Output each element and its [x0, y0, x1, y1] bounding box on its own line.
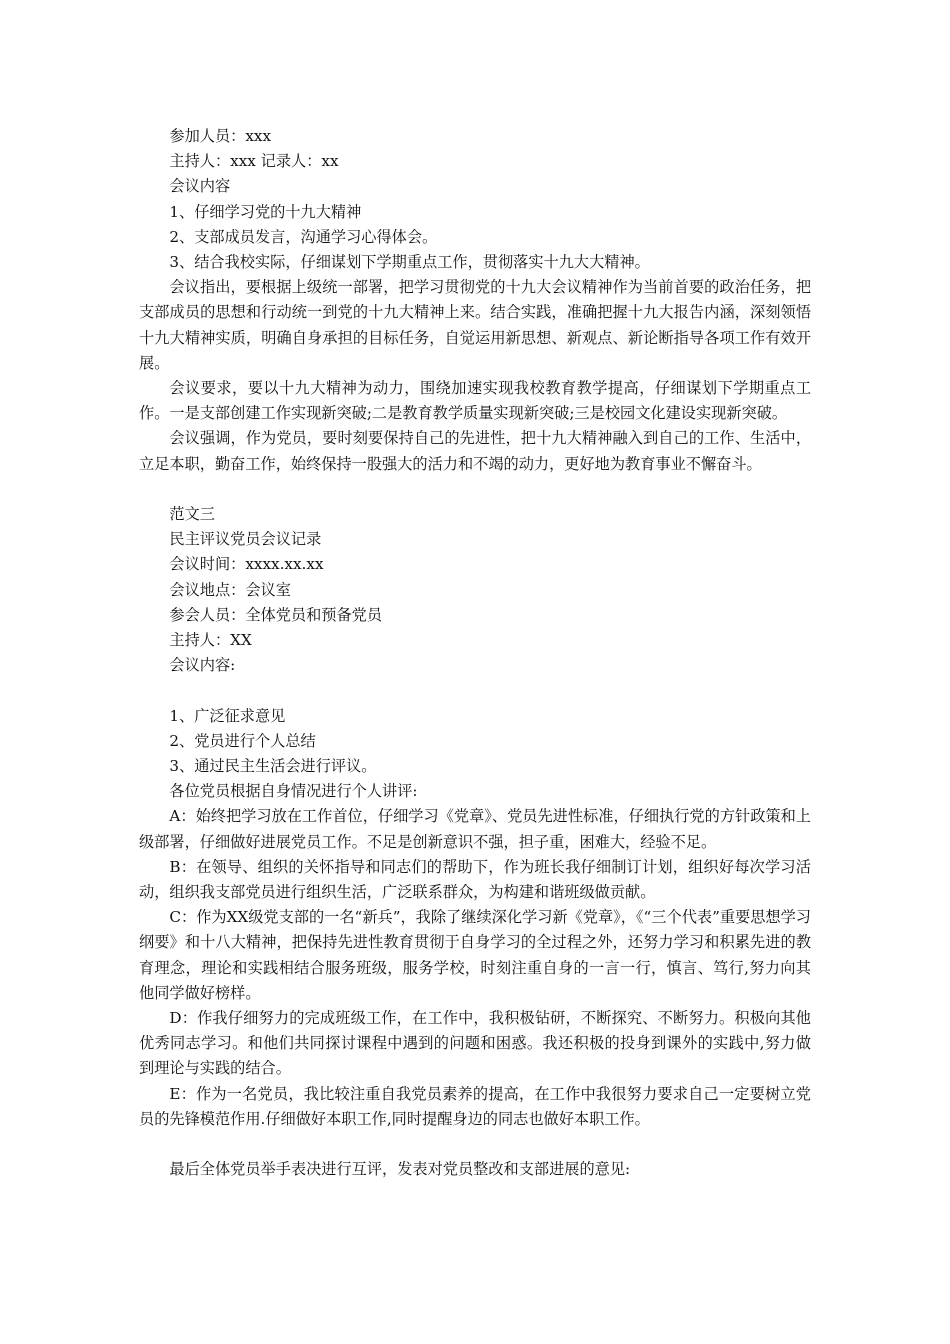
- meeting-place: 会议地点：会议室: [169, 580, 291, 599]
- speech-paragraph: C：作为XX级党支部的一名“新兵”，我除了继续深化学习新《党章》，《“三个代表”重要思想学习纲要》和十八大精神，把保持先进性教育贯彻于自身学习的全过程之外，还努力学习和积累先进的教育理念，理论和实践相结合服务班级，服务学校，时刻注重自身的一言一行，慎言、笃行,努力向其他同学做好榜样。: [139, 908, 811, 1002]
- list-item: 1、广泛征求意见: [169, 706, 286, 725]
- document-body: [139, 124, 811, 1182]
- body-paragraph: 会议要求，要以十九大精神为动力，围绕加速实现我校教育教学提高，仔细谋划下学期重点工作。一是支部创建工作实现新突破;二是教育教学质量实现新突破;三是校园文化建设实现新突破。: [139, 379, 811, 423]
- section-label: 范文三: [169, 505, 215, 524]
- spacer: [139, 678, 811, 703]
- host-recorder-line: 主持人：xxx 记录人：xx: [169, 152, 339, 171]
- list-item: 2、支部成员发言，沟通学习心得体会。: [169, 227, 438, 246]
- speech-paragraph: B：在领导、组织的关怀指导和同志们的帮助下，作为班长我仔细制订计划，组织好每次学习活动，组织我支部党员进行组织生活，广泛联系群众，为构建和谐班级做贡献。: [139, 857, 811, 902]
- speech-paragraph: E：作为一名党员，我比较注重自我党员素养的提高，在工作中我很努力要求自己一定要树立党员的先锋模范作用.仔细做好本职工作,同时提醒身边的同志也做好本职工作。: [139, 1084, 811, 1128]
- content-heading: 会议内容:: [169, 656, 236, 675]
- list-item: 3、结合我校实际，仔细谋划下学期重点工作，贯彻落实十九大大精神。: [169, 253, 650, 272]
- meeting-host: 主持人：XX: [169, 631, 252, 650]
- closing-line: 最后全体党员举手表决进行互评，发表对党员整改和支部进展的意见:: [169, 1160, 631, 1179]
- body-paragraph: 会议强调，作为党员，要时刻要保持自己的先进性，把十九大精神融入到自己的工作、生活中，立足本职，勤奋工作，始终保持一股强大的活力和不竭的动力，更好地为教育事业不懈奋斗。: [139, 429, 811, 473]
- spacer: [139, 1132, 811, 1157]
- speech-paragraph: D：作我仔细努力的完成班级工作，在工作中，我积极钻研，不断探究、不断努力。积极向其他优秀同志学习。和他们共同探讨课程中遇到的问题和困惑。我还积极的投身到课外的实践中,努力做到理论与实践的结合。: [139, 1009, 811, 1078]
- list-item: 3、通过民主生活会进行评议。: [169, 757, 377, 776]
- attendees-line: 参加人员：xxx: [169, 127, 272, 145]
- speech-paragraph: A：始终把学习放在工作首位，仔细学习《党章》、党员先进性标准，仔细执行党的方针政策和上级部署，仔细做好进展党员工作。不足是创新意识不强，担子重，困难大，经验不足。: [139, 807, 811, 851]
- meeting-attendees: 参会人员：全体党员和预备党员: [169, 605, 383, 624]
- content-heading: 会议内容: [169, 177, 231, 196]
- spacer: [139, 477, 811, 502]
- section-title: 民主评议党员会议记录: [169, 530, 322, 549]
- intro-line: 各位党员根据自身情况进行个人讲评:: [169, 782, 418, 801]
- body-paragraph: 会议指出，要根据上级统一部署，把学习贯彻党的十九大会议精神作为当前首要的政治任务，把支部成员的思想和行动统一到党的十九大精神上来。结合实践，准确把握十九大报告内涵，深刻领悟十九大精神实质，明确自身承担的目标任务，自觉运用新思想、新观点、新论断指导各项工作有效开展。: [139, 278, 811, 372]
- meeting-time: 会议时间：xxxx.xx.xx: [169, 555, 324, 574]
- list-item: 2、党员进行个人总结: [169, 731, 316, 750]
- list-item: 1、仔细学习党的十九大精神: [169, 202, 362, 221]
